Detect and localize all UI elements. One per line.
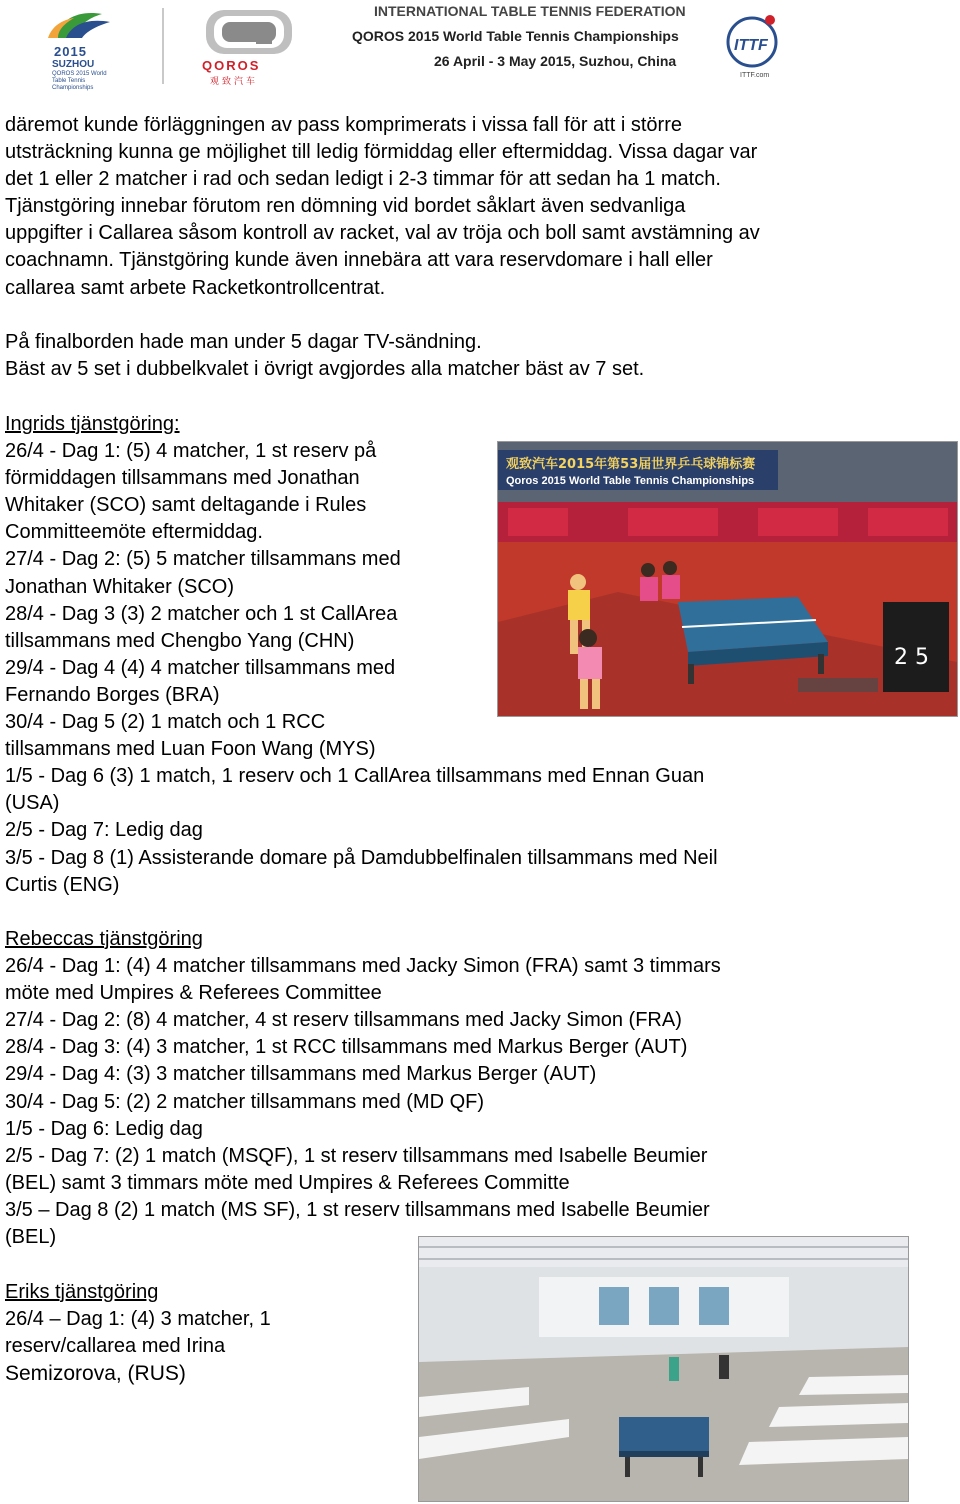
- call-area-hall-image: [419, 1237, 908, 1501]
- text-line: uppgifter i Callarea såsom kontroll av racket, val av tröja och boll samt avstämning av: [5, 222, 760, 245]
- rebecca-section: [5, 926, 721, 1251]
- header-titles: [0, 0, 960, 92]
- text-line: (BEL): [5, 1226, 57, 1249]
- text-line: 1/5 - Dag 6: Ledig dag: [5, 1117, 203, 1140]
- text-line: Whitaker (SCO) samt deltagande i Rules: [5, 494, 367, 517]
- text-line: 29/4 - Dag 4 (4) 4 matcher tillsammans med: [5, 656, 396, 679]
- text-line: På finalborden hade man under 5 dagar TV-sändning.: [5, 331, 482, 353]
- ittf-emblem-icon: [712, 6, 792, 72]
- text-line: 2/5 - Dag 7: Ledig dag: [5, 819, 203, 842]
- text-line: (BEL) samt 3 timmars möte med Umpires & Referees Committe: [5, 1171, 570, 1194]
- text-line: reserv/callarea med Irina: [5, 1335, 226, 1358]
- ingrid-heading: Ingrids tjänstgöring:: [5, 413, 180, 435]
- text-line: det 1 eller 2 matcher i rad och sedan ledigt i 2-3 timmar för att sedan ha 1 match.: [5, 168, 721, 191]
- text-line: 1/5 - Dag 6 (3) 1 match, 1 reserv och 1 CallArea tillsammans med Ennan Guan: [5, 765, 705, 788]
- erik-heading: Eriks tjänstgöring: [5, 1281, 159, 1303]
- intro-paragraph: [5, 112, 760, 302]
- logo-city: SUZHOU: [52, 59, 95, 70]
- text-line: (USA): [5, 792, 60, 815]
- championship-dates: 26 April - 3 May 2015, Suzhou, China: [434, 53, 677, 69]
- federation-title: INTERNATIONAL TABLE TENNIS FEDERATION: [374, 3, 686, 19]
- match-photo: [497, 441, 958, 717]
- text-line: utsträckning kunna ge möjlighet till ledig förmiddag eller eftermiddag. Vissa dagar var: [5, 141, 758, 164]
- svg-text:ITTF: ITTF: [734, 37, 768, 54]
- table-tennis-match-image: [498, 442, 957, 716]
- text-line: Curtis (ENG): [5, 873, 120, 896]
- callarea-photo: [418, 1236, 909, 1502]
- text-line: 27/4 - Dag 2: (8) 4 matcher, 4 st reserv tillsammans med Jacky Simon (FRA): [5, 1009, 682, 1032]
- text-line: 27/4 - Dag 2: (5) 5 matcher tillsammans med: [5, 548, 401, 571]
- ittf-url: ITTF.com: [740, 72, 770, 79]
- text-line: 26/4 - Dag 1: (4) 4 matcher tillsammans med Jacky Simon (FRA) samt 3 timmars: [5, 955, 721, 978]
- logo-subtitle: QOROS 2015 World Table Tennis Championships: [52, 71, 107, 91]
- text-line: tillsammans med Luan Foon Wang (MYS): [5, 738, 376, 761]
- text-line: 3/5 – Dag 8 (2) 1 match (MS SF), 1 st reserv tillsammans med Isabelle Beumier: [5, 1198, 710, 1221]
- text-line: 30/4 - Dag 5 (2) 1 match och 1 RCC: [5, 711, 326, 734]
- text-line: 30/4 - Dag 5: (2) 2 matcher tillsammans med (MD QF): [5, 1090, 485, 1113]
- text-line: 29/4 - Dag 4: (3) 3 matcher tillsammans med Markus Berger (AUT): [5, 1063, 597, 1086]
- page-header: [0, 0, 960, 92]
- text-line: 26/4 – Dag 1: (4) 3 matcher, 1: [5, 1308, 271, 1331]
- ittf-logo: [712, 6, 792, 86]
- text-line: 3/5 - Dag 8 (1) Assisterande domare på Damdubbelfinalen tillsammans med Neil: [5, 846, 718, 869]
- text-line: 26/4 - Dag 1: (5) 4 matcher, 1 st reserv på: [5, 440, 377, 463]
- qoros-chinese-name: 观致汽车: [210, 76, 259, 86]
- banner-chinese-text: 观致汽车2015年第53届世界乒乓球锦标赛: [506, 457, 756, 472]
- text-line: förmiddagen tillsammans med Jonathan: [5, 467, 360, 490]
- text-line: Bäst av 5 set i dubbelkvalet i övrigt avgjordes alla matcher bäst av 7 set.: [5, 358, 645, 381]
- text-line: Committeemöte eftermiddag.: [5, 521, 263, 544]
- logo-year: 2015: [54, 44, 87, 59]
- text-line: möte med Umpires & Referees Committee: [5, 982, 382, 1005]
- text-line: Semizorova, (RUS): [5, 1362, 186, 1386]
- rebecca-heading: Rebeccas tjänstgöring: [5, 928, 203, 950]
- text-line: Tjänstgöring innebar förutom ren dömning vid bordet såklart även sedvanliga: [5, 195, 686, 218]
- text-line: Jonathan Whitaker (SCO): [5, 575, 234, 598]
- championship-title: QOROS 2015 World Table Tennis Championships: [352, 28, 679, 44]
- text-line: callarea samt arbete Racketkontrollcentrat.: [5, 276, 386, 299]
- scoreboard-score: 2 5: [894, 645, 929, 670]
- qoros-wordmark: QOROS: [202, 58, 261, 73]
- text-line: 28/4 - Dag 3 (3) 2 matcher och 1 st CallArea: [5, 602, 398, 625]
- erik-section: [5, 1279, 271, 1387]
- banner-english-text: Qoros 2015 World Table Tennis Championships: [506, 475, 755, 487]
- text-line: Fernando Borges (BRA): [5, 683, 220, 706]
- tv-paragraph: [5, 329, 644, 383]
- text-line: 2/5 - Dag 7: (2) 1 match (MSQF), 1 st reserv tillsammans med Isabelle Beumier: [5, 1144, 708, 1167]
- text-line: däremot kunde förläggningen av pass komprimerats i vissa fall för att i större: [5, 114, 682, 136]
- text-line: tillsammans med Chengbo Yang (CHN): [5, 629, 355, 652]
- text-line: coachnamn. Tjänstgöring kunde även innebära att vara reservdomare i hall eller: [5, 249, 713, 272]
- text-line: 28/4 - Dag 3: (4) 3 matcher, 1 st RCC tillsammans med Markus Berger (AUT): [5, 1036, 688, 1059]
